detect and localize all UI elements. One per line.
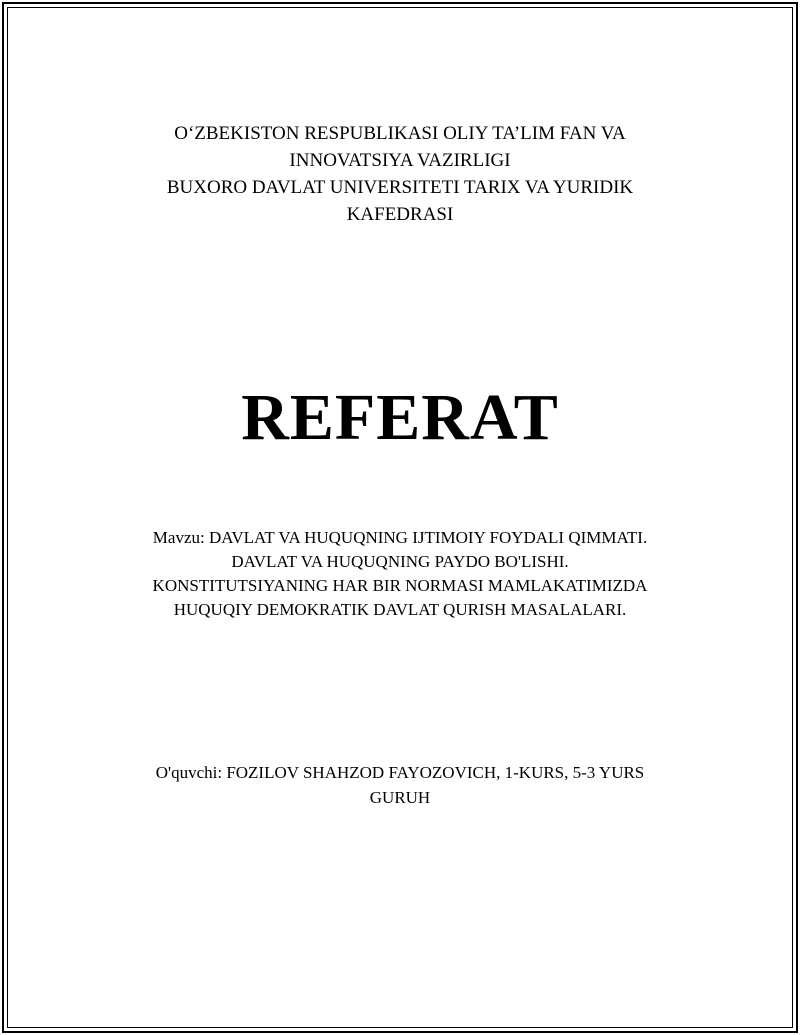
topic-line: KONSTITUTSIYANING HAR BIR NORMASI MAMLAKATIMIZDA: [152, 576, 648, 595]
header-line: KAFEDRASI: [346, 204, 454, 225]
header-line: BUXORO DAVLAT UNIVERSITETI TARIX VA YURIDIK: [166, 177, 634, 198]
student-line: O'quvchi: FOZILOV SHAHZOD FAYOZOVICH, 1-KURS, 5-3 YURS: [155, 763, 645, 782]
topic-line: Mavzu: DAVLAT VA HUQUQNING IJTIMOIY FOYDALI QIMMATI.: [152, 528, 648, 547]
document-title: REFERAT: [241, 381, 559, 454]
topic-block: [60, 526, 740, 622]
student-info: [60, 760, 740, 810]
header-line: INNOVATSIYA VAZIRLIGI: [289, 150, 511, 171]
topic-line: HUQUQIY DEMOKRATIK DAVLAT QURISH MASALALARI.: [173, 600, 627, 619]
student-line: GURUH: [369, 788, 431, 807]
header-line: O‘ZBEKISTON RESPUBLIKASI OLIY TA’LIM FAN VA: [174, 123, 626, 144]
ministry-university-header: [60, 120, 740, 228]
topic-line: DAVLAT VA HUQUQNING PAYDO BO'LISHI.: [231, 552, 569, 571]
